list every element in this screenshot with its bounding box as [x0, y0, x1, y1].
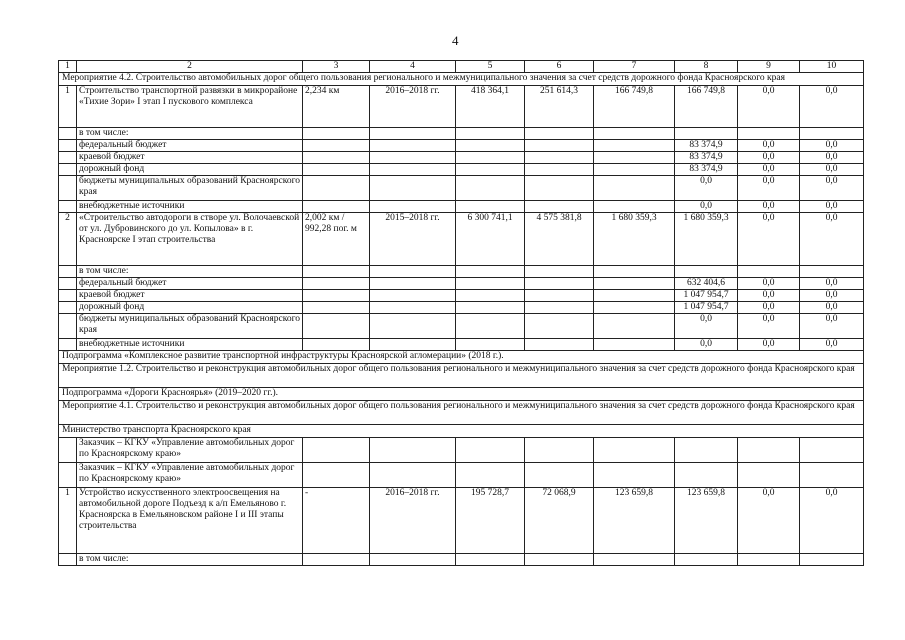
budget-table: [58, 60, 864, 566]
header-cell: 8: [675, 61, 738, 73]
cell-col8: 1 047 954,7: [675, 290, 738, 302]
cell-col10: 0,0: [800, 278, 864, 290]
cell-col5: 418 364,1: [456, 86, 525, 128]
cell-col8: 1 680 359,3: [675, 213, 738, 266]
cell-col8: 83 374,9: [675, 164, 738, 176]
header-cell: 9: [738, 61, 800, 73]
cell-col6: 251 614,3: [525, 86, 594, 128]
header-cell: 1: [59, 61, 77, 73]
cell-col10: 0,0: [800, 176, 864, 201]
table-row: [59, 266, 864, 278]
cell-col9: 0,0: [738, 86, 800, 128]
section-row: [59, 388, 864, 401]
cell-col8: 0,0: [675, 201, 738, 213]
table-row: [59, 128, 864, 140]
cell-period: 2016–2018 гг.: [370, 86, 456, 128]
row-number: 2: [59, 213, 77, 266]
table-row: [59, 201, 864, 213]
project-name: Устройство искусственного электроосвещения на автомобильной дороге Подъезд к а/п Емельяново г. Красноярска в Емельяновском районе I и III этапы строительства: [77, 488, 303, 554]
cell-col10: 0,0: [800, 488, 864, 554]
cell-col10: 0,0: [800, 140, 864, 152]
header-cell: 10: [800, 61, 864, 73]
cell-col9: 0,0: [738, 152, 800, 164]
project-name: «Строительство автодороги в створе ул. Волочаевской от ул. Дубровинского до ул. Копылова» в г. Красноярске I этап строительства: [77, 213, 303, 266]
table-row: [59, 164, 864, 176]
table-row: [59, 302, 864, 314]
table-row: [59, 140, 864, 152]
row-label: краевой бюджет: [77, 152, 303, 164]
row-number: 1: [59, 86, 77, 128]
header-row: [59, 61, 864, 73]
page-number: 4: [452, 33, 459, 48]
row-label: внебюджетные источники: [77, 339, 303, 351]
header-cell: 2: [77, 61, 303, 73]
section-row: [59, 364, 864, 388]
cell-col6: 72 068,9: [525, 488, 594, 554]
table-row: [59, 86, 864, 128]
cell-col10: 0,0: [800, 152, 864, 164]
cell-col7: 1 680 359,3: [594, 213, 675, 266]
section-subprogram-agglomeration: Подпрограмма «Комплексное развитие транспортной инфраструктуры Красноярской агломерации» (2018 г.).: [59, 351, 864, 364]
cell-col8: 0,0: [675, 314, 738, 339]
row-label: внебюджетные источники: [77, 201, 303, 213]
row-number: 1: [59, 488, 77, 554]
customer-label: Заказчик – КГКУ «Управление автомобильных дорог по Красноярскому краю»: [77, 438, 303, 463]
section-row: [59, 73, 864, 86]
cell-col8: 1 047 954,7: [675, 302, 738, 314]
cell-col9: 0,0: [738, 164, 800, 176]
table-row: [59, 176, 864, 201]
row-label: в том числе:: [77, 128, 303, 140]
cell-col7: 123 659,8: [594, 488, 675, 554]
cell-period: 2015–2018 гг.: [370, 213, 456, 266]
cell-col10: 0,0: [800, 201, 864, 213]
cell-col10: 0,0: [800, 290, 864, 302]
cell-col6: 4 575 381,8: [525, 213, 594, 266]
cell-col9: 0,0: [738, 488, 800, 554]
cell-col10: 0,0: [800, 302, 864, 314]
table-row: [59, 554, 864, 566]
table-row: [59, 438, 864, 463]
table-row: [59, 463, 864, 488]
row-label: федеральный бюджет: [77, 140, 303, 152]
row-label: краевой бюджет: [77, 290, 303, 302]
row-label: в том числе:: [77, 554, 303, 566]
cell-col8: 632 404,6: [675, 278, 738, 290]
cell-length: 2,002 км / 992,28 пог. м: [303, 213, 370, 266]
table-row: [59, 314, 864, 339]
table-row: [59, 290, 864, 302]
row-label: дорожный фонд: [77, 302, 303, 314]
section-row: [59, 401, 864, 425]
cell-length: -: [303, 488, 370, 554]
cell-col8: 83 374,9: [675, 140, 738, 152]
section-row: [59, 351, 864, 364]
cell-col8: 83 374,9: [675, 152, 738, 164]
cell-col5: 6 300 741,1: [456, 213, 525, 266]
cell-col9: 0,0: [738, 314, 800, 339]
cell-col7: 166 749,8: [594, 86, 675, 128]
cell-col8: 0,0: [675, 339, 738, 351]
section-m42: Мероприятие 4.2. Строительство автомобильных дорог общего пользования регионального и межмуниципального значения за счет средств дорожного фонда Красноярского края: [59, 73, 864, 86]
cell-col9: 0,0: [738, 176, 800, 201]
cell-col10: 0,0: [800, 213, 864, 266]
cell-col9: 0,0: [738, 302, 800, 314]
row-label: бюджеты муниципальных образований Красноярского края: [77, 314, 303, 339]
row-label: в том числе:: [77, 266, 303, 278]
cell-col10: 0,0: [800, 314, 864, 339]
cell-col10: 0,0: [800, 339, 864, 351]
header-cell: 5: [456, 61, 525, 73]
cell-col9: 0,0: [738, 339, 800, 351]
cell-col9: 0,0: [738, 140, 800, 152]
section-m41: Мероприятие 4.1. Строительство и реконструкция автомобильных дорог общего пользования регионального и межмуниципального значения за счет средств дорожного фонда Красноярского края: [59, 401, 864, 425]
section-m12: Мероприятие 1.2. Строительство и реконструкция автомобильных дорог общего пользования регионального и межмуниципального значения за счет средств дорожного фонда Красноярского края: [59, 364, 864, 388]
cell-length: 2,234 км: [303, 86, 370, 128]
table-row: [59, 278, 864, 290]
cell-col8: 166 749,8: [675, 86, 738, 128]
section-subprogram-roads: Подпрограмма «Дороги Красноярья» (2019–2020 гг.).: [59, 388, 864, 401]
cell-col5: 195 728,7: [456, 488, 525, 554]
section-ministry: Министерство транспорта Красноярского края: [59, 425, 864, 438]
cell-col10: 0,0: [800, 164, 864, 176]
table-row: [59, 213, 864, 266]
row-label: дорожный фонд: [77, 164, 303, 176]
header-cell: 4: [370, 61, 456, 73]
cell-col9: 0,0: [738, 213, 800, 266]
project-name: Строительство транспортной развязки в микрорайоне «Тихие Зори» I этап I пускового комплекса: [77, 86, 303, 128]
cell-col9: 0,0: [738, 290, 800, 302]
section-row: [59, 425, 864, 438]
table-row: [59, 488, 864, 554]
table-row: [59, 339, 864, 351]
cell-period: 2016–2018 гг.: [370, 488, 456, 554]
header-cell: 3: [303, 61, 370, 73]
cell-col10: 0,0: [800, 86, 864, 128]
cell-col9: 0,0: [738, 278, 800, 290]
cell-col9: 0,0: [738, 201, 800, 213]
cell-col8: 123 659,8: [675, 488, 738, 554]
table-row: [59, 152, 864, 164]
header-cell: 7: [594, 61, 675, 73]
cell-col8: 0,0: [675, 176, 738, 201]
header-cell: 6: [525, 61, 594, 73]
row-label: федеральный бюджет: [77, 278, 303, 290]
row-label: бюджеты муниципальных образований Красноярского края: [77, 176, 303, 201]
customer-label: Заказчик – КГКУ «Управление автомобильных дорог по Красноярскому краю»: [77, 463, 303, 488]
